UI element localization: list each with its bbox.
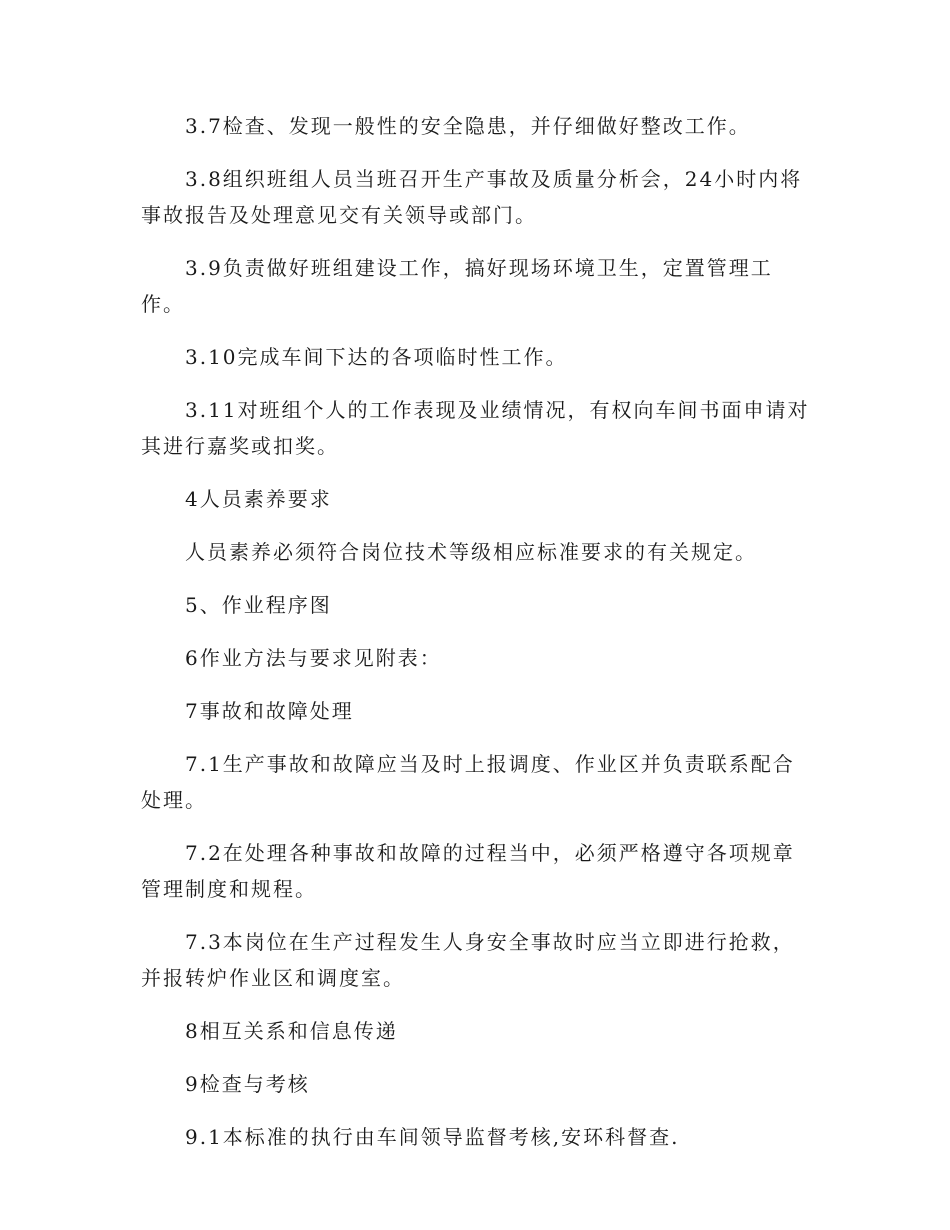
section-heading-6: 6作业方法与要求见附表： [185, 646, 442, 670]
section-heading-7: 7事故和故障处理 [185, 699, 354, 723]
paragraph-3-8: 3.8组织班组人员当班召开生产事故及质量分析会，24小时内将事故报告及处理意见交有关领导或部门。 [141, 167, 803, 227]
document-body [141, 108, 811, 1172]
paragraph-7-2: 7.2在处理各种事故和故障的过程当中，必须严格遵守各项规章管理制度和规程。 [141, 841, 795, 901]
paragraph-7-3: 7.3本岗位在生产过程发生人身安全事故时应当立即进行抢救，并报转炉作业区和调度室。 [141, 930, 795, 990]
paragraph-4-body: 人员素养必须符合岗位技术等级相应标准要求的有关规定。 [185, 540, 757, 564]
paragraph-3-10: 3.10完成车间下达的各项临时性工作。 [185, 345, 568, 369]
section-heading-9: 9检查与考核 [185, 1072, 310, 1096]
section-heading-8: 8相互关系和信息传递 [185, 1019, 398, 1043]
paragraph-3-9: 3.9负责做好班组建设工作，搞好现场环境卫生，定置管理工作。 [141, 256, 773, 316]
paragraph-3-11: 3.11对班组个人的工作表现及业绩情况，有权向车间书面申请对其进行嘉奖或扣奖。 [141, 398, 810, 458]
paragraph-3-7: 3.7检查、发现一般性的安全隐患，并仔细做好整改工作。 [185, 114, 751, 138]
paragraph-7-1: 7.1生产事故和故障应当及时上报调度、作业区并负责联系配合处理。 [141, 752, 795, 812]
section-heading-5: 5、作业程序图 [185, 593, 332, 617]
section-heading-4: 4人员素养要求 [185, 487, 332, 511]
paragraph-9-1: 9.1本标准的执行由车间领导监督考核,安环科督查. [185, 1125, 680, 1149]
